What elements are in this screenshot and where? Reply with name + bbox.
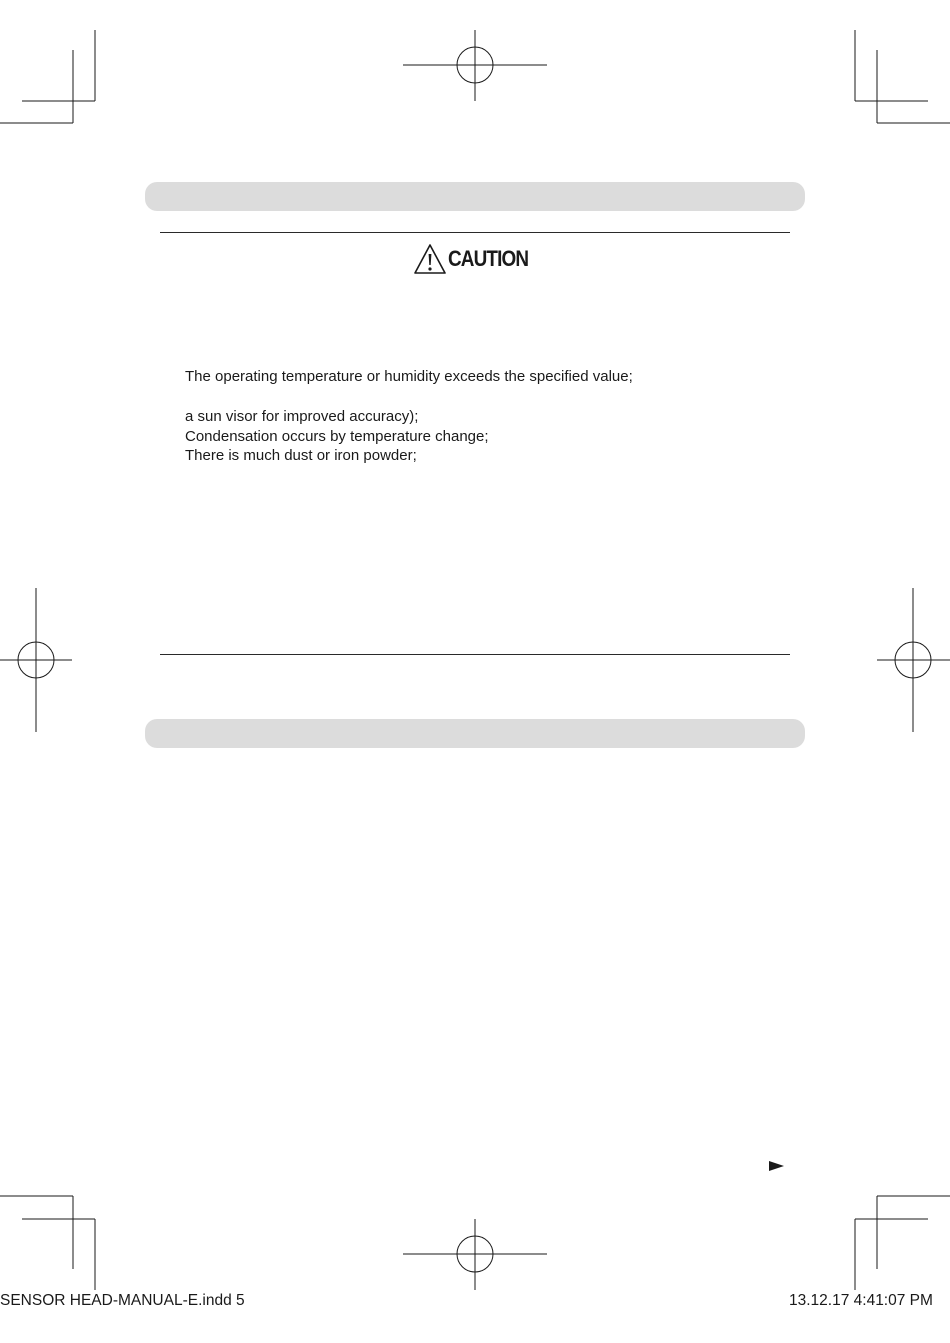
section-header-bar [145,719,805,748]
crop-mark-bottom-left [0,1196,95,1290]
registration-mark-right [877,588,950,732]
registration-mark-left [0,588,72,732]
crop-mark-top-left [0,30,95,123]
caution-bottom-rule [160,654,790,655]
footer-file-info: SENSOR HEAD-MANUAL-E.indd 5 [0,1292,245,1309]
condition-line: The operating temperature or humidity exceeds the specified value; [185,368,633,385]
registration-mark-top [403,30,547,101]
play-arrow-icon [768,1159,785,1177]
caution-label: CAUTION [448,246,529,271]
crop-mark-top-right [855,30,950,123]
caution-top-rule [160,232,790,233]
condition-line: Condensation occurs by temperature change; [185,428,489,445]
warning-triangle-icon [413,243,447,275]
footer-timestamp: 13.12.17 4:41:07 PM [789,1292,933,1309]
crop-mark-bottom-right [855,1196,950,1290]
registration-mark-bottom [403,1219,547,1290]
condition-line: a sun visor for improved accuracy); [185,408,419,425]
caution-heading [413,242,541,276]
section-header-bar [145,182,805,211]
condition-line: There is much dust or iron powder; [185,447,417,464]
